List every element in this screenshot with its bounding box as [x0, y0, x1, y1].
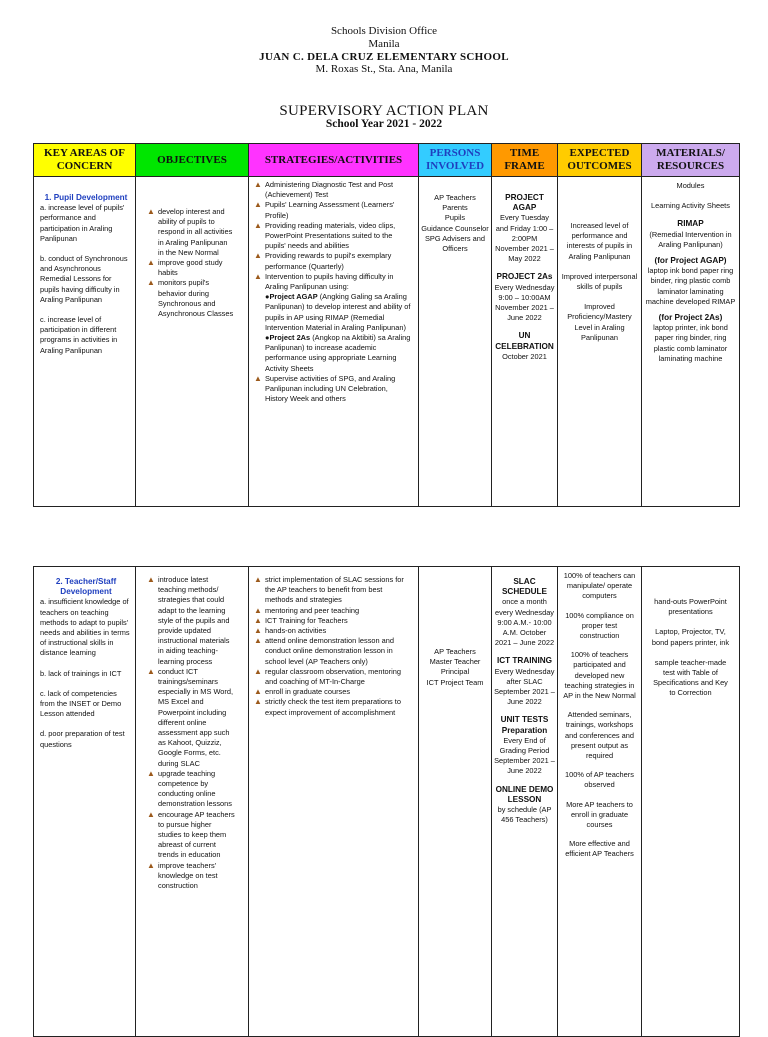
- list-item: ▲ conduct ICT trainings/seminars especially in MS Word, MS Excel and Powerpoint including different online assessment app such as Kahoot, Quizziz, Google Forms, etc. during SLAC: [147, 666, 234, 768]
- time-frame-cell: [492, 177, 558, 507]
- list-item: ▲ attend online demonstration lesson and conduct online demonstration lesson in school level (AP Teachers only): [254, 636, 395, 666]
- page-title: SUPERVISORY ACTION PLAN: [279, 103, 489, 119]
- bullet-icon: ▲: [147, 809, 155, 819]
- person-item: ICT Project Team: [426, 677, 484, 687]
- area-title: 2. Teacher/Staff Development: [55, 577, 117, 597]
- bullet-icon: ▲: [147, 666, 155, 676]
- list-item: ▲ enroll in graduate courses: [254, 687, 351, 697]
- material-title: (for Project AGAP): [654, 256, 727, 266]
- bullet-icon: ▲: [254, 626, 262, 636]
- bullet-icon: ▲: [254, 575, 262, 584]
- list-item: ▲ encourage AP teachers to pursue higher studies to keep them abreast of current trends in education: [147, 809, 235, 860]
- objectives-cell: [136, 567, 249, 1037]
- header-persons: PERSONS INVOLVED: [419, 144, 492, 177]
- list-item: ▲ ICT Training for Teachers: [254, 615, 348, 625]
- list-item: ▲ improve good study habits: [147, 258, 223, 278]
- table-row: [34, 567, 740, 1037]
- header-key-areas: KEY AREAS OF CONCERN: [34, 144, 136, 177]
- person-item: Guidance Counselor: [421, 223, 489, 233]
- table-header-row: [34, 144, 740, 177]
- outcome-item: 100% compliance on proper test construction: [565, 610, 634, 641]
- action-plan-table-2: [33, 566, 740, 1037]
- material-item: laptop ink bond paper ring binder, ring plastic comb laminator laminating machine developed RIMAP: [645, 266, 736, 306]
- list-item: ▲ Administering Diagnostic Test and Post (Achievement) Test: [254, 180, 394, 200]
- time-title: SLAC SCHEDULE: [501, 577, 548, 597]
- city-name: Manila: [368, 38, 400, 50]
- person-item: Principal: [440, 667, 470, 677]
- material-item: Modules: [676, 181, 705, 190]
- bullet-icon: ▲: [254, 200, 262, 210]
- list-item: ▲ regular classroom observation, mentoring and coaching of MT-In-Charge: [254, 666, 401, 687]
- header-objectives: OBJECTIVES: [136, 144, 249, 177]
- school-name: JUAN C. DELA CRUZ ELEMENTARY SCHOOL: [259, 51, 509, 63]
- key-area-cell: [34, 567, 136, 1037]
- bullet-icon: ▲: [254, 666, 262, 676]
- area-item: c. lack of competencies from the INSET or Demo Lesson attended: [40, 688, 122, 719]
- list-item: ▲ introduce latest teaching methods/ strategies that could adapt to the learning style of the pupils and provide updated instructional materials in aiding teaching-learning process: [147, 575, 230, 666]
- outcomes-cell: [558, 177, 642, 507]
- bullet-icon: ▲: [147, 860, 155, 870]
- time-title: ICT TRAINING: [496, 656, 553, 666]
- strategies-cell: [249, 177, 419, 507]
- list-item: ▲ strict implementation of SLAC sessions for the AP teachers to benefit from best methods and strategies: [254, 575, 404, 605]
- list-item: ▲ Providing reading materials, video clips, PowerPoint Presentations suited to the pupils' needs and abilities: [254, 220, 396, 251]
- outcome-item: 100% of AP teachers observed: [565, 770, 634, 790]
- area-item: a. increase level of pupils' performance and participation in Araling Panlipunan: [40, 203, 125, 243]
- bullet-icon: ▲: [254, 220, 262, 230]
- bullet-icon: ▲: [254, 687, 262, 697]
- materials-cell: [642, 567, 740, 1037]
- time-title: PROJECT 2As: [496, 272, 553, 282]
- bullet-icon: ▲: [147, 258, 155, 268]
- list-item: ▲ Providing rewards to pupil's exemplary performance (Quarterly): [254, 251, 392, 271]
- time-text: by schedule (AP 456 Teachers): [497, 805, 552, 825]
- material-item: Laptop, Projector, TV, bond papers printer, ink: [651, 627, 730, 647]
- material-item: hand-outs PowerPoint presentations: [654, 597, 727, 617]
- material-item: sample teacher-made test with Table of Specifications and Key to Correction: [653, 657, 728, 698]
- area-item: b. conduct of Synchronous and Asynchronous Remedial Lessons for pupils having difficulty in Araling Panlipunan: [40, 254, 128, 304]
- materials-cell: [642, 177, 740, 507]
- bullet-icon: ▲: [254, 180, 262, 189]
- time-text: Every Wednesday after SLAC September 2021 – June 2022: [494, 666, 555, 707]
- table-row: [34, 177, 740, 507]
- time-title: PROJECT AGAP: [505, 193, 544, 213]
- list-item: ▲ strictly check the test item preparations to expect improvement of accomplishment: [254, 697, 401, 717]
- outcome-item: More AP teachers to enroll in graduate courses: [566, 799, 633, 830]
- project-2as-label: ●Project 2As: [265, 333, 311, 343]
- header-outcomes: EXPECTED OUTCOMES: [558, 144, 642, 177]
- list-item: ▲ Intervention to pupils having difficulty in Araling Panlipunan using: ●Project AGAP (Angking Galing sa Araling Panlipunan) to develop interest and ability of pupils in AP using RIMAP (Remedial Intervention Material in Araling Panlipunan) ●Project 2As (Angkop na Aktibiti) sa Araling Panlipunan) to increase academic performance using appropriate Learning Activity Sheets: [254, 271, 411, 373]
- list-item: ▲ develop interest and ability of pupils to respond in all activities in Araling Panlipunan in the New Normal: [147, 207, 233, 257]
- material-item: laptop printer, ink bond paper ring binder, ring plastic comb laminator laminating machine: [653, 323, 728, 363]
- persons-cell: [419, 567, 492, 1037]
- list-item: ▲ Pupils' Learning Assessment (Learners' Profile): [254, 200, 395, 220]
- list-item: ▲ hands-on activities: [254, 626, 327, 636]
- school-year: School Year 2021 - 2022: [325, 118, 443, 130]
- bullet-icon: ▲: [254, 251, 262, 261]
- bullet-icon: ▲: [147, 575, 155, 584]
- header-strategies: STRATEGIES/ACTIVITIES: [249, 144, 419, 177]
- area-item: a. insufficient knowledge of teachers on teaching methods to adapt to pupils' needs and abilities in terms of instructional skills in distance learning: [40, 597, 130, 658]
- school-address: M. Roxas St., Sta. Ana, Manila: [315, 63, 453, 75]
- area-item: c. increase level of participation in different programs in activities in Araling Panlipunan: [40, 315, 118, 355]
- time-text: Every End of Grading Period September 2021 – June 2022: [494, 735, 555, 776]
- outcome-item: Improved Proficiency/Mastery Level in Araling Panlipunan: [567, 302, 632, 342]
- list-item: ▲ Supervise activities of SPG, and Araling Panlipunan including UN Celebration, History Week and others: [254, 373, 396, 404]
- time-text: Every Tuesday and Friday 1:00 – 2:00PM November 2021 – May 2022: [495, 213, 554, 264]
- outcome-item: Increased level of performance and interests of pupils in Araling Panlipunan: [566, 221, 633, 261]
- person-item: Parents: [442, 203, 468, 213]
- person-item: Pupils: [444, 213, 466, 223]
- outcome-item: Improved interpersonal skills of pupils: [561, 271, 638, 292]
- material-item: (Remedial Intervention in Araling Panlipunan): [649, 229, 732, 249]
- bullet-icon: ▲: [254, 697, 262, 707]
- person-item: SPG Advisers and Officers: [425, 233, 485, 254]
- office-name: Schools Division Office: [330, 25, 438, 37]
- bullet-icon: ▲: [254, 605, 262, 615]
- person-item: AP Teachers: [434, 647, 476, 656]
- header-materials: MATERIALS/ RESOURCES: [642, 144, 740, 177]
- bullet-icon: ▲: [147, 278, 155, 288]
- time-title: UNIT TESTS Preparation: [500, 715, 549, 735]
- strategies-cell: [249, 567, 419, 1037]
- bullet-icon: ▲: [254, 373, 262, 383]
- outcome-item: More effective and efficient AP Teachers: [565, 839, 634, 859]
- header-time-frame: TIME FRAME: [492, 144, 558, 177]
- time-text: Every Wednesday 9:00 – 10:00AM November 2021 – June 2022: [494, 282, 555, 323]
- objectives-cell: [136, 177, 249, 507]
- area-item: b. lack of trainings in ICT: [40, 668, 122, 678]
- time-text: October 2021: [502, 351, 547, 361]
- time-title: UN CELEBRATION: [495, 331, 554, 351]
- area-title: 1. Pupil Development: [44, 193, 128, 202]
- list-item: ▲ mentoring and peer teaching: [254, 605, 360, 615]
- outcomes-cell: [558, 567, 642, 1037]
- bullet-icon: ▲: [147, 768, 155, 778]
- persons-cell: [419, 177, 492, 507]
- list-item: ▲ monitors pupil's behavior during Synchronous and Asynchronous Classes: [147, 278, 234, 319]
- person-item: Master Teacher: [429, 657, 481, 667]
- outcome-item: 100% of teachers can manipulate/ operate computers: [563, 571, 636, 601]
- material-title: (for Project 2As): [658, 313, 723, 323]
- list-item: ▲ improve teachers' knowledge on test construction: [147, 860, 218, 891]
- time-title: ONLINE DEMO LESSON: [495, 784, 554, 804]
- area-item: d. poor preparation of test questions: [40, 729, 125, 749]
- project-agap-label: ●Project AGAP: [265, 292, 318, 302]
- key-area-cell: [34, 177, 136, 507]
- outcome-item: Attended seminars, trainings, workshops and conferences and present output as required: [564, 710, 635, 761]
- bullet-icon: ▲: [254, 636, 262, 646]
- time-text: once a month every Wednesday 9:00 A.M.- 10:00 A.M. October 2021 – June 2022: [494, 597, 555, 648]
- bullet-icon: ▲: [254, 271, 262, 281]
- material-item: Learning Activity Sheets: [651, 201, 730, 211]
- material-title: RIMAP: [677, 219, 704, 229]
- action-plan-table-1: [33, 143, 740, 507]
- bullet-icon: ▲: [254, 615, 262, 625]
- list-item: ▲ upgrade teaching competence by conducting online demonstration lessons: [147, 768, 232, 809]
- bullet-icon: ▲: [147, 207, 155, 216]
- person-item: AP Teachers: [434, 193, 476, 202]
- outcome-item: 100% of teachers participated and developed new teaching strategies in AP in the New Normal: [563, 650, 636, 701]
- time-frame-cell: [492, 567, 558, 1037]
